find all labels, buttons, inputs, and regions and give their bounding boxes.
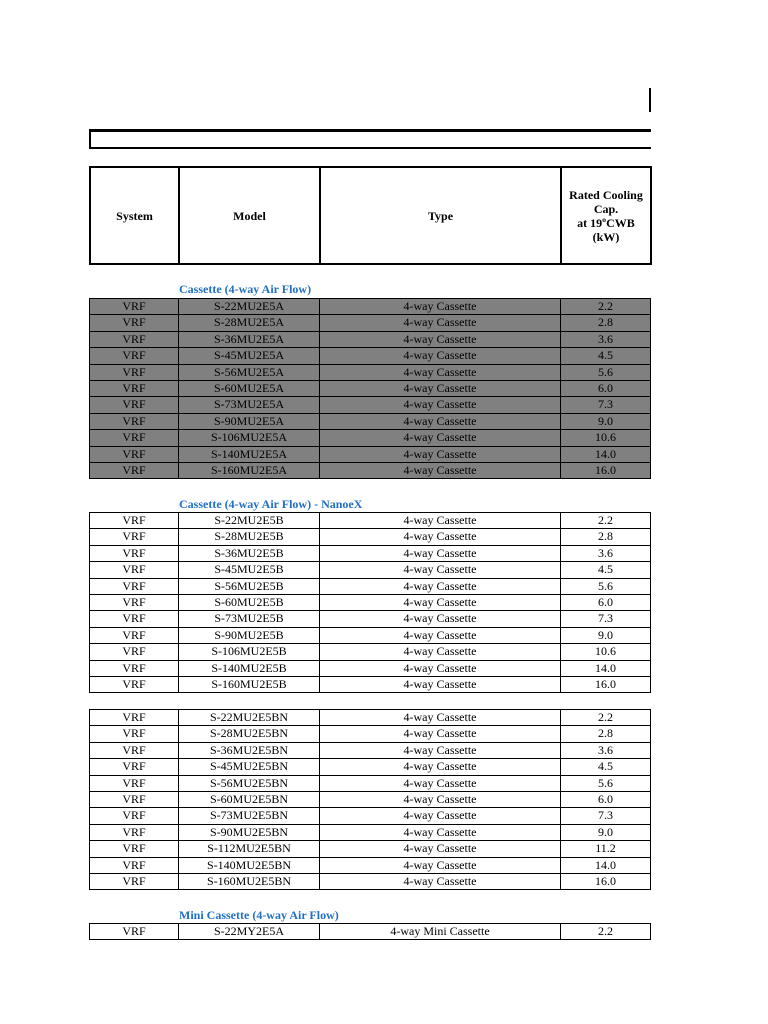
cell-model: S-56MU2E5A: [179, 364, 320, 380]
header-rated-cooling-capacity: [561, 167, 651, 264]
cell-system: VRF: [90, 611, 179, 627]
cell-type: 4-way Cassette: [320, 513, 561, 529]
cell-system: VRF: [90, 529, 179, 545]
title-box: [89, 129, 651, 149]
cell-system: VRF: [90, 759, 179, 775]
cell-model: S-106MU2E5B: [179, 644, 320, 660]
cell-type: 4-way Cassette: [320, 710, 561, 726]
cell-rated-cooling-cap: 2.8: [561, 529, 651, 545]
header-cap-line4: (kW): [592, 229, 620, 244]
table-row: [90, 299, 651, 315]
cell-system: VRF: [90, 924, 179, 940]
cell-model: S-90MU2E5BN: [179, 824, 320, 840]
table-row: [90, 644, 651, 660]
cell-system: VRF: [90, 562, 179, 578]
cell-model: S-60MU2E5BN: [179, 792, 320, 808]
table-row: [90, 430, 651, 446]
cell-type: 4-way Cassette: [320, 315, 561, 331]
table-row: [90, 381, 651, 397]
cell-system: VRF: [90, 381, 179, 397]
cell-system: VRF: [90, 513, 179, 529]
table-row: [90, 348, 651, 364]
cell-system: VRF: [90, 348, 179, 364]
cell-type: 4-way Cassette: [320, 742, 561, 758]
cell-rated-cooling-cap: 14.0: [561, 660, 651, 676]
table-row: [90, 792, 651, 808]
table-row: [90, 315, 651, 331]
table-row: [90, 677, 651, 693]
cell-model: S-22MY2E5A: [179, 924, 320, 940]
table-row: [90, 759, 651, 775]
cell-system: VRF: [90, 742, 179, 758]
cell-model: S-106MU2E5A: [179, 430, 320, 446]
cell-type: 4-way Cassette: [320, 775, 561, 791]
cell-rated-cooling-cap: 5.6: [561, 578, 651, 594]
cell-type: 4-way Cassette: [320, 545, 561, 561]
table-row: [90, 775, 651, 791]
table-row: [90, 595, 651, 611]
cell-rated-cooling-cap: 6.0: [561, 381, 651, 397]
cell-system: VRF: [90, 808, 179, 824]
cell-rated-cooling-cap: 3.6: [561, 545, 651, 561]
cell-type: 4-way Cassette: [320, 364, 561, 380]
cell-type: 4-way Cassette: [320, 627, 561, 643]
cell-model: S-160MU2E5B: [179, 677, 320, 693]
cell-rated-cooling-cap: 6.0: [561, 792, 651, 808]
cell-model: S-56MU2E5BN: [179, 775, 320, 791]
table-row: [90, 726, 651, 742]
cell-type: 4-way Cassette: [320, 430, 561, 446]
cell-rated-cooling-cap: 6.0: [561, 595, 651, 611]
cell-type: 4-way Cassette: [320, 446, 561, 462]
cell-rated-cooling-cap: 4.5: [561, 759, 651, 775]
cell-rated-cooling-cap: 2.2: [561, 299, 651, 315]
cell-type: 4-way Mini Cassette: [320, 924, 561, 940]
cell-model: S-112MU2E5BN: [179, 841, 320, 857]
header-cap-line1: Rated Cooling: [569, 187, 643, 202]
table-row: [90, 513, 651, 529]
section-title-cassette-nanoex: Cassette (4-way Air Flow) - NanoeX: [179, 497, 363, 511]
table-row: [90, 413, 651, 429]
cell-system: VRF: [90, 331, 179, 347]
table-row: [90, 562, 651, 578]
table-row: [90, 924, 651, 940]
cell-system: VRF: [90, 792, 179, 808]
cell-type: 4-way Cassette: [320, 413, 561, 429]
table-row: [90, 824, 651, 840]
cell-type: 4-way Cassette: [320, 677, 561, 693]
cell-system: VRF: [90, 463, 179, 479]
cell-system: VRF: [90, 824, 179, 840]
cell-system: VRF: [90, 545, 179, 561]
cell-model: S-45MU2E5B: [179, 562, 320, 578]
cell-type: 4-way Cassette: [320, 331, 561, 347]
cell-model: S-36MU2E5BN: [179, 742, 320, 758]
cell-rated-cooling-cap: 2.8: [561, 726, 651, 742]
table-row: [90, 660, 651, 676]
cell-system: VRF: [90, 677, 179, 693]
cell-rated-cooling-cap: 5.6: [561, 364, 651, 380]
cell-model: S-22MU2E5A: [179, 299, 320, 315]
cell-type: 4-way Cassette: [320, 792, 561, 808]
cell-model: S-28MU2E5A: [179, 315, 320, 331]
header-system: System: [90, 167, 179, 264]
cell-model: S-90MU2E5A: [179, 413, 320, 429]
cell-rated-cooling-cap: 7.3: [561, 808, 651, 824]
table-row: [90, 364, 651, 380]
cell-type: 4-way Cassette: [320, 824, 561, 840]
table-row: [90, 742, 651, 758]
table-row: [90, 545, 651, 561]
cell-model: S-60MU2E5A: [179, 381, 320, 397]
cell-model: S-160MU2E5A: [179, 463, 320, 479]
cell-system: VRF: [90, 841, 179, 857]
cell-type: 4-way Cassette: [320, 595, 561, 611]
table-row: [90, 529, 651, 545]
table-row: [90, 710, 651, 726]
cell-model: S-28MU2E5BN: [179, 726, 320, 742]
cell-system: VRF: [90, 710, 179, 726]
table-cassette-nanoex: [89, 512, 651, 693]
section-title-cassette: Cassette (4-way Air Flow): [179, 282, 312, 296]
cell-system: VRF: [90, 315, 179, 331]
cell-rated-cooling-cap: 10.6: [561, 430, 651, 446]
cell-rated-cooling-cap: 11.2: [561, 841, 651, 857]
table-row: [90, 857, 651, 873]
table-row: [90, 611, 651, 627]
cell-model: S-60MU2E5B: [179, 595, 320, 611]
cell-system: VRF: [90, 364, 179, 380]
cell-rated-cooling-cap: 3.6: [561, 742, 651, 758]
cell-model: S-36MU2E5A: [179, 331, 320, 347]
cell-rated-cooling-cap: 2.2: [561, 710, 651, 726]
table-row: [90, 331, 651, 347]
table-row: [90, 627, 651, 643]
cell-type: 4-way Cassette: [320, 299, 561, 315]
page-marker-bar: [649, 88, 651, 112]
cell-model: S-73MU2E5B: [179, 611, 320, 627]
table-row: [90, 397, 651, 413]
cell-model: S-90MU2E5B: [179, 627, 320, 643]
table-row: [90, 874, 651, 890]
table-cassette: [89, 298, 651, 479]
cell-rated-cooling-cap: 14.0: [561, 857, 651, 873]
cell-type: 4-way Cassette: [320, 841, 561, 857]
header-type: Type: [320, 167, 561, 264]
cell-rated-cooling-cap: 16.0: [561, 463, 651, 479]
header-cap-line2: Cap.: [593, 201, 619, 216]
cell-system: VRF: [90, 446, 179, 462]
cell-type: 4-way Cassette: [320, 348, 561, 364]
cell-system: VRF: [90, 430, 179, 446]
cell-model: S-140MU2E5BN: [179, 857, 320, 873]
cell-system: VRF: [90, 397, 179, 413]
cell-system: VRF: [90, 627, 179, 643]
cell-system: VRF: [90, 857, 179, 873]
cell-type: 4-way Cassette: [320, 381, 561, 397]
cell-rated-cooling-cap: 2.2: [561, 924, 651, 940]
cell-type: 4-way Cassette: [320, 397, 561, 413]
cell-model: S-45MU2E5BN: [179, 759, 320, 775]
cell-system: VRF: [90, 578, 179, 594]
cell-system: VRF: [90, 726, 179, 742]
cell-model: S-45MU2E5A: [179, 348, 320, 364]
cell-type: 4-way Cassette: [320, 529, 561, 545]
cell-rated-cooling-cap: 14.0: [561, 446, 651, 462]
header-row: [90, 167, 651, 264]
cell-type: 4-way Cassette: [320, 611, 561, 627]
cell-model: S-22MU2E5BN: [179, 710, 320, 726]
cell-rated-cooling-cap: 2.2: [561, 513, 651, 529]
table-mini-cassette: [89, 923, 651, 940]
cell-type: 4-way Cassette: [320, 874, 561, 890]
cell-model: S-28MU2E5B: [179, 529, 320, 545]
cell-rated-cooling-cap: 9.0: [561, 413, 651, 429]
cell-rated-cooling-cap: 9.0: [561, 824, 651, 840]
cell-system: VRF: [90, 413, 179, 429]
cell-system: VRF: [90, 660, 179, 676]
cell-rated-cooling-cap: 16.0: [561, 677, 651, 693]
cell-type: 4-way Cassette: [320, 808, 561, 824]
cell-rated-cooling-cap: 7.3: [561, 611, 651, 627]
table-row: [90, 446, 651, 462]
cell-model: S-140MU2E5A: [179, 446, 320, 462]
cell-model: S-73MU2E5A: [179, 397, 320, 413]
cell-model: S-140MU2E5B: [179, 660, 320, 676]
cell-system: VRF: [90, 874, 179, 890]
cell-rated-cooling-cap: 2.8: [561, 315, 651, 331]
cell-model: S-22MU2E5B: [179, 513, 320, 529]
cell-type: 4-way Cassette: [320, 759, 561, 775]
cell-type: 4-way Cassette: [320, 857, 561, 873]
cell-rated-cooling-cap: 4.5: [561, 348, 651, 364]
cell-model: S-36MU2E5B: [179, 545, 320, 561]
section-title-mini-cassette: Mini Cassette (4-way Air Flow): [179, 908, 339, 922]
table-row: [90, 808, 651, 824]
cell-rated-cooling-cap: 3.6: [561, 331, 651, 347]
cell-type: 4-way Cassette: [320, 578, 561, 594]
cell-type: 4-way Cassette: [320, 463, 561, 479]
cell-rated-cooling-cap: 9.0: [561, 627, 651, 643]
cell-system: VRF: [90, 775, 179, 791]
cell-system: VRF: [90, 299, 179, 315]
cell-type: 4-way Cassette: [320, 726, 561, 742]
cell-system: VRF: [90, 644, 179, 660]
cell-rated-cooling-cap: 4.5: [561, 562, 651, 578]
header-cap-line3: at 19ºCWB: [577, 215, 635, 230]
cell-type: 4-way Cassette: [320, 562, 561, 578]
cell-rated-cooling-cap: 16.0: [561, 874, 651, 890]
cell-model: S-160MU2E5BN: [179, 874, 320, 890]
cell-rated-cooling-cap: 5.6: [561, 775, 651, 791]
table-cassette-bn: [89, 709, 651, 890]
header-model: Model: [179, 167, 320, 264]
cell-system: VRF: [90, 595, 179, 611]
cell-rated-cooling-cap: 7.3: [561, 397, 651, 413]
cell-model: S-73MU2E5BN: [179, 808, 320, 824]
cell-type: 4-way Cassette: [320, 660, 561, 676]
header-table: [89, 166, 652, 265]
cell-type: 4-way Cassette: [320, 644, 561, 660]
table-row: [90, 463, 651, 479]
cell-rated-cooling-cap: 10.6: [561, 644, 651, 660]
cell-model: S-56MU2E5B: [179, 578, 320, 594]
table-row: [90, 578, 651, 594]
table-row: [90, 841, 651, 857]
